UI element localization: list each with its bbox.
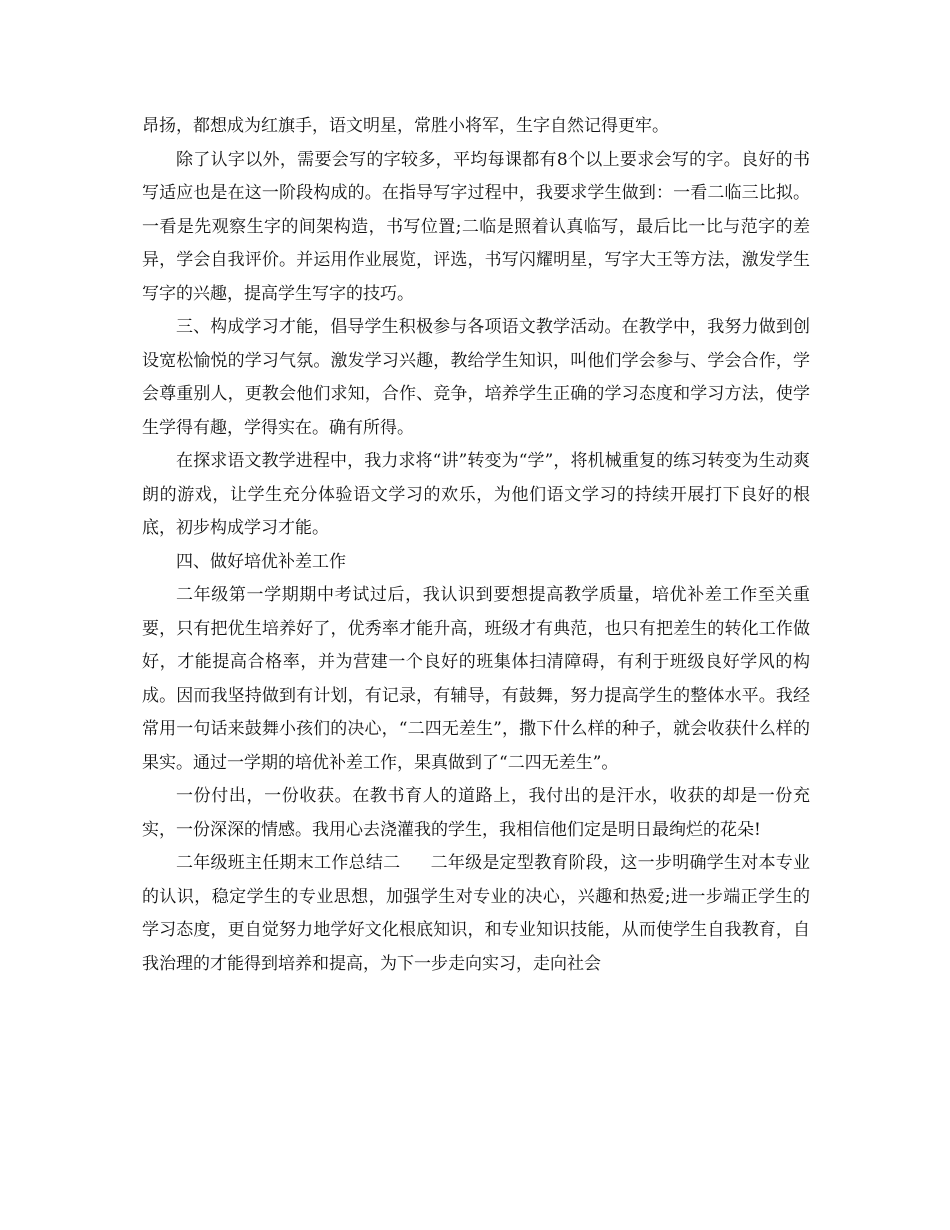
paragraph-1: 昂扬，都想成为红旗手，语文明星，常胜小将军，生字自然记得更牢。 [142,116,669,136]
paragraph-2: 除了认字以外，需要会写的字较多，平均每课都有8个以上要求会写的字。良好的书写适应也是在这一阶段构成的。在指导写字过程中，我要求学生做到：一看二临三比拟。一看是先观察生字的间架构造，书写位置;二临是照着认真临写，最后比一比与范字的差异，学会自我评价。并运用作业展览，评选，书写闪耀明星，写字大王等方法，激发学生写字的兴趣，提高学生写字的技巧。 [142,149,810,304]
section-heading-4: 四、做好培优补差工作 [176,551,346,572]
paragraph-7: 一份付出，一份收获。在教书育人的道路上，我付出的是汗水，收获的却是一份充实，一份深深的情感。我用心去浇灌我的学生，我相信他们定是明日最绚烂的花朵! [142,786,810,840]
summary-body: 二年级是定型教育阶段，这一步明确学生对本专业的认识，稳定学生的专业思想，加强学生对专业的决心，兴趣和热爱;进一步端正学生的学习态度，更自觉努力地学好文化根底知识，和专业知识技能，从而使学生自我教育，自我治理的才能得到培养和提高，为下一步走向实习，走向社会 [142,853,810,974]
paragraph-4: 在探求语文教学进程中，我力求将“讲”转变为“学”，将机械重复的练习转变为生动爽朗的游戏，让学生充分体验语文学习的欢乐，为他们语文学习的持续开展打下良好的根底，初步构成学习才能。 [142,451,810,538]
paragraph-8 [142,847,810,981]
summary-heading: 二年级班主任期末工作总结二 [176,853,401,873]
document-body [142,110,810,981]
paragraph-3: 三、构成学习才能，倡导学生积极参与各项语文教学活动。在教学中，我努力做到创设宽松愉悦的学习气氛。激发学习兴趣，教给学生知识，叫他们学会参与、学会合作，学会尊重别人，更教会他们求知，合作、竞争，培养学生正确的学习态度和学习方法，使学生学得有趣，学得实在。确有所得。 [142,317,810,438]
paragraph-6: 二年级第一学期期中考试过后，我认识到要想提高教学质量，培优补差工作至关重要，只有把优生培养好了，优秀率才能升高，班级才有典范，也只有把差生的转化工作做好，才能提高合格率，并为营建一个良好的班集体扫清障碍，有利于班级良好学风的构成。因而我坚持做到有计划，有记录，有辅导，有鼓舞，努力提高学生的整体水平。我经常用一句话来鼓舞小孩们的决心，“二四无差生”，撒下什么样的种子，就会收获什么样的果实。通过一学期的培优补差工作，果真做到了“二四无差生”。 [142,585,810,773]
